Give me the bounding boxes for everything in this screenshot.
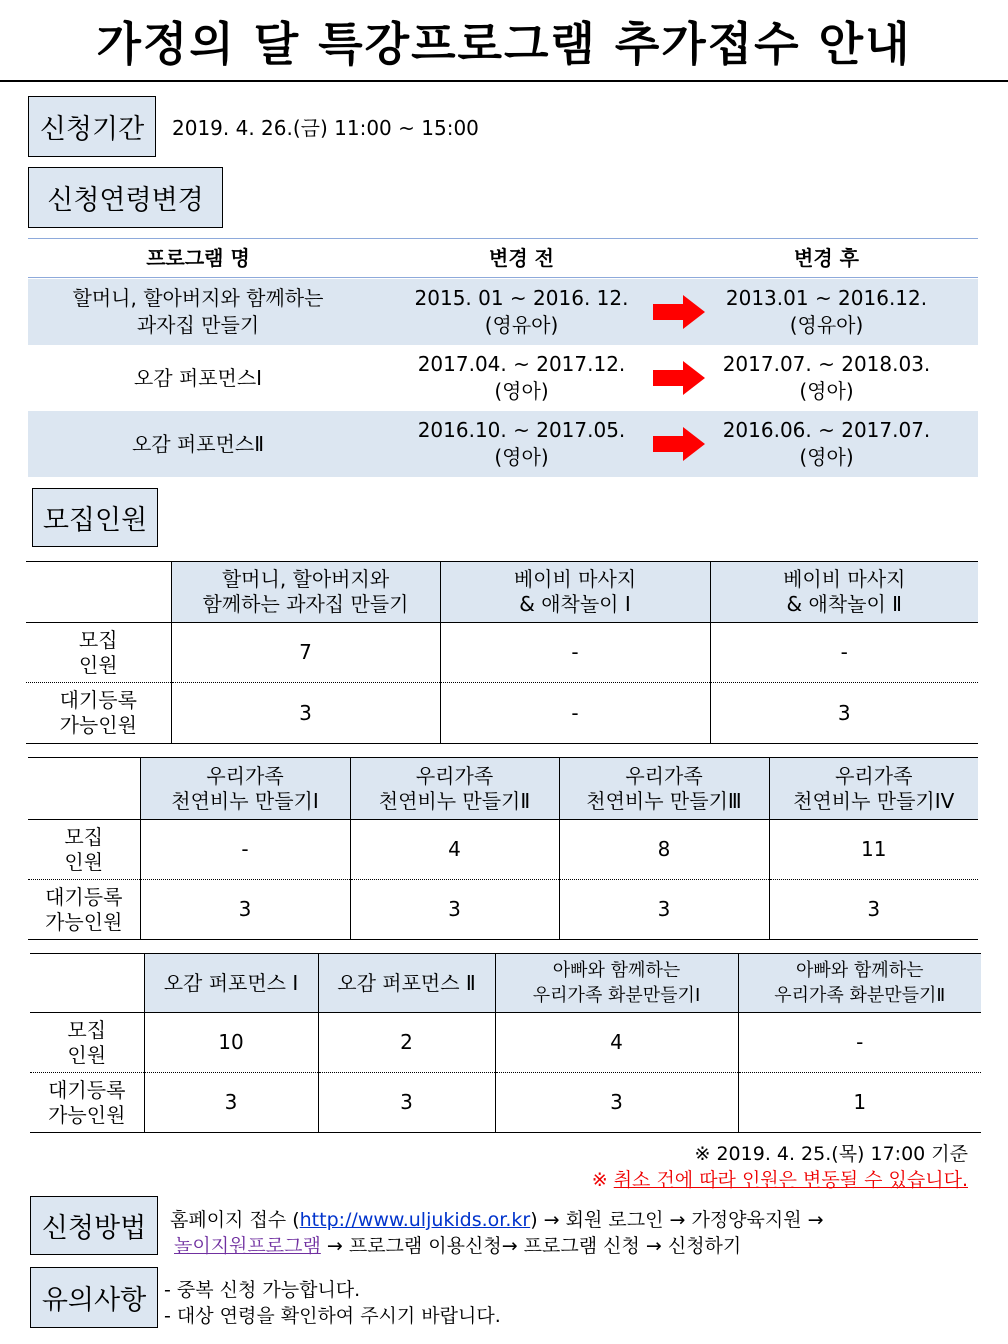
before-range: 2015. 01 ~ 2016. 12.: [414, 286, 629, 310]
program-header: 우리가족 천연비누 만들기Ⅱ: [350, 758, 559, 820]
waitlist-value: 3: [350, 880, 559, 940]
change-warning-note: ※ 취소 건에 따라 인원은 변동될 수 있습니다.: [591, 1169, 968, 1191]
header-after: 변경 후: [794, 245, 859, 270]
capacity-value: -: [738, 1013, 981, 1073]
capacity-row-label: 모집 인원: [26, 623, 171, 683]
reference-date-note: ※ 2019. 4. 25.(목) 17:00 기준: [694, 1143, 968, 1165]
before-range: 2017.04. ~ 2017.12.: [417, 352, 626, 376]
program-header: 오감 퍼포먼스 Ⅱ: [318, 954, 495, 1013]
waitlist-value: 1: [738, 1073, 981, 1133]
waitlist-value: 3: [318, 1073, 495, 1133]
program-header: 아빠와 함께하는 우리가족 화분만들기Ⅰ: [495, 954, 738, 1013]
capacity-row-label: 모집 인원: [28, 820, 140, 880]
program-name-line2: 과자집 만들기: [136, 313, 260, 337]
capacity-value: 11: [769, 820, 978, 880]
age-change-row: [28, 345, 978, 411]
waitlist-row-label: 대기등록 가능인원: [26, 683, 171, 744]
capacity-row: [28, 820, 978, 880]
after-range: 2017.07. ~ 2018.03.: [722, 352, 931, 376]
header-program-name: 프로그램 명: [146, 245, 250, 270]
apply-method-line1: 홈페이지 접수 (http://www.uljukids.or.kr) → 회원 로그인 → 가정양육지원 →: [170, 1209, 824, 1231]
after-group: (영아): [799, 379, 854, 403]
right-arrow-icon: [653, 361, 705, 395]
program-header: 우리가족 천연비누 만들기Ⅰ: [140, 758, 350, 820]
after-range: 2016.06. ~ 2017.07.: [722, 418, 931, 442]
capacity-row: [30, 1013, 981, 1073]
waitlist-row-label: 대기등록 가능인원: [28, 880, 140, 940]
after-range: 2013.01 ~ 2016.12.: [725, 286, 928, 310]
period-label: 신청기간: [28, 96, 156, 157]
waitlist-value: 3: [171, 683, 440, 744]
header-before: 변경 전: [489, 245, 554, 270]
after-group: (영유아): [789, 313, 864, 337]
waitlist-value: 3: [495, 1073, 738, 1133]
program-header: 우리가족 천연비누 만들기IV: [769, 758, 978, 820]
capacity-value: 2: [318, 1013, 495, 1073]
program-header: 베이비 마사지 & 애착놀이 Ⅰ: [440, 562, 710, 623]
waitlist-row-label: 대기등록 가능인원: [30, 1073, 144, 1133]
before-group: (영아): [494, 379, 549, 403]
capacity-value: -: [140, 820, 350, 880]
age-change-label: 신청연령변경: [28, 167, 223, 228]
right-arrow-icon: [653, 295, 705, 329]
recruit-table-2: [28, 757, 978, 940]
program-header: 우리가족 천연비누 만들기Ⅲ: [559, 758, 769, 820]
age-change-header: [28, 238, 978, 278]
notice-item: - 대상 연령을 확인하여 주시기 바랍니다.: [164, 1305, 501, 1327]
play-support-program-link[interactable]: 놀이지원프로그램: [174, 1235, 321, 1257]
waitlist-row: [28, 880, 978, 940]
waitlist-value: 3: [710, 683, 978, 744]
capacity-row-label: 모집 인원: [30, 1013, 144, 1073]
program-name-line1: 오감 퍼포먼스Ⅱ: [131, 431, 265, 456]
before-group: (영유아): [484, 313, 559, 337]
waitlist-row: [26, 683, 978, 744]
waitlist-value: -: [440, 683, 710, 744]
recruit-label: 모집인원: [32, 488, 158, 547]
recruit-table-1: [26, 561, 978, 744]
apply-method-line2: 놀이지원프로그램 → 프로그램 이용신청→ 프로그램 신청 → 신청하기: [174, 1235, 742, 1257]
notice-item: - 중복 신청 가능합니다.: [164, 1279, 361, 1301]
notice-label: 유의사항: [30, 1267, 158, 1328]
capacity-value: 7: [171, 623, 440, 683]
program-name-line1: 할머니, 할아버지와 함께하는: [72, 286, 324, 310]
capacity-row: [26, 623, 978, 683]
waitlist-value: 3: [140, 880, 350, 940]
program-header: 할머니, 할아버지와 함께하는 과자집 만들기: [171, 562, 440, 623]
capacity-value: -: [710, 623, 978, 683]
capacity-value: -: [440, 623, 710, 683]
waitlist-row: [30, 1073, 981, 1133]
page-title: 가정의 달 특강프로그램 추가접수 안내: [96, 17, 912, 71]
apply-method-label: 신청방법: [30, 1196, 158, 1255]
program-name-line1: 오감 퍼포먼스Ⅰ: [133, 365, 263, 390]
before-range: 2016.10. ~ 2017.05.: [417, 418, 626, 442]
capacity-value: 4: [495, 1013, 738, 1073]
homepage-link[interactable]: http://www.uljukids.or.kr: [299, 1209, 531, 1231]
capacity-value: 8: [559, 820, 769, 880]
title-divider: [0, 80, 1008, 82]
before-group: (영아): [494, 445, 549, 469]
period-value: 2019. 4. 26.(금) 11:00 ~ 15:00: [172, 116, 479, 140]
capacity-value: 10: [144, 1013, 318, 1073]
waitlist-value: 3: [559, 880, 769, 940]
waitlist-value: 3: [769, 880, 978, 940]
right-arrow-icon: [653, 427, 705, 461]
after-group: (영아): [799, 445, 854, 469]
program-header: 오감 퍼포먼스 Ⅰ: [144, 954, 318, 1013]
program-header: 베이비 마사지 & 애착놀이 Ⅱ: [710, 562, 978, 623]
capacity-value: 4: [350, 820, 559, 880]
age-change-row: [28, 279, 978, 345]
waitlist-value: 3: [144, 1073, 318, 1133]
age-change-row: [28, 411, 978, 477]
recruit-table-3: [30, 953, 981, 1133]
program-header: 아빠와 함께하는 우리가족 화분만들기Ⅱ: [738, 954, 981, 1013]
